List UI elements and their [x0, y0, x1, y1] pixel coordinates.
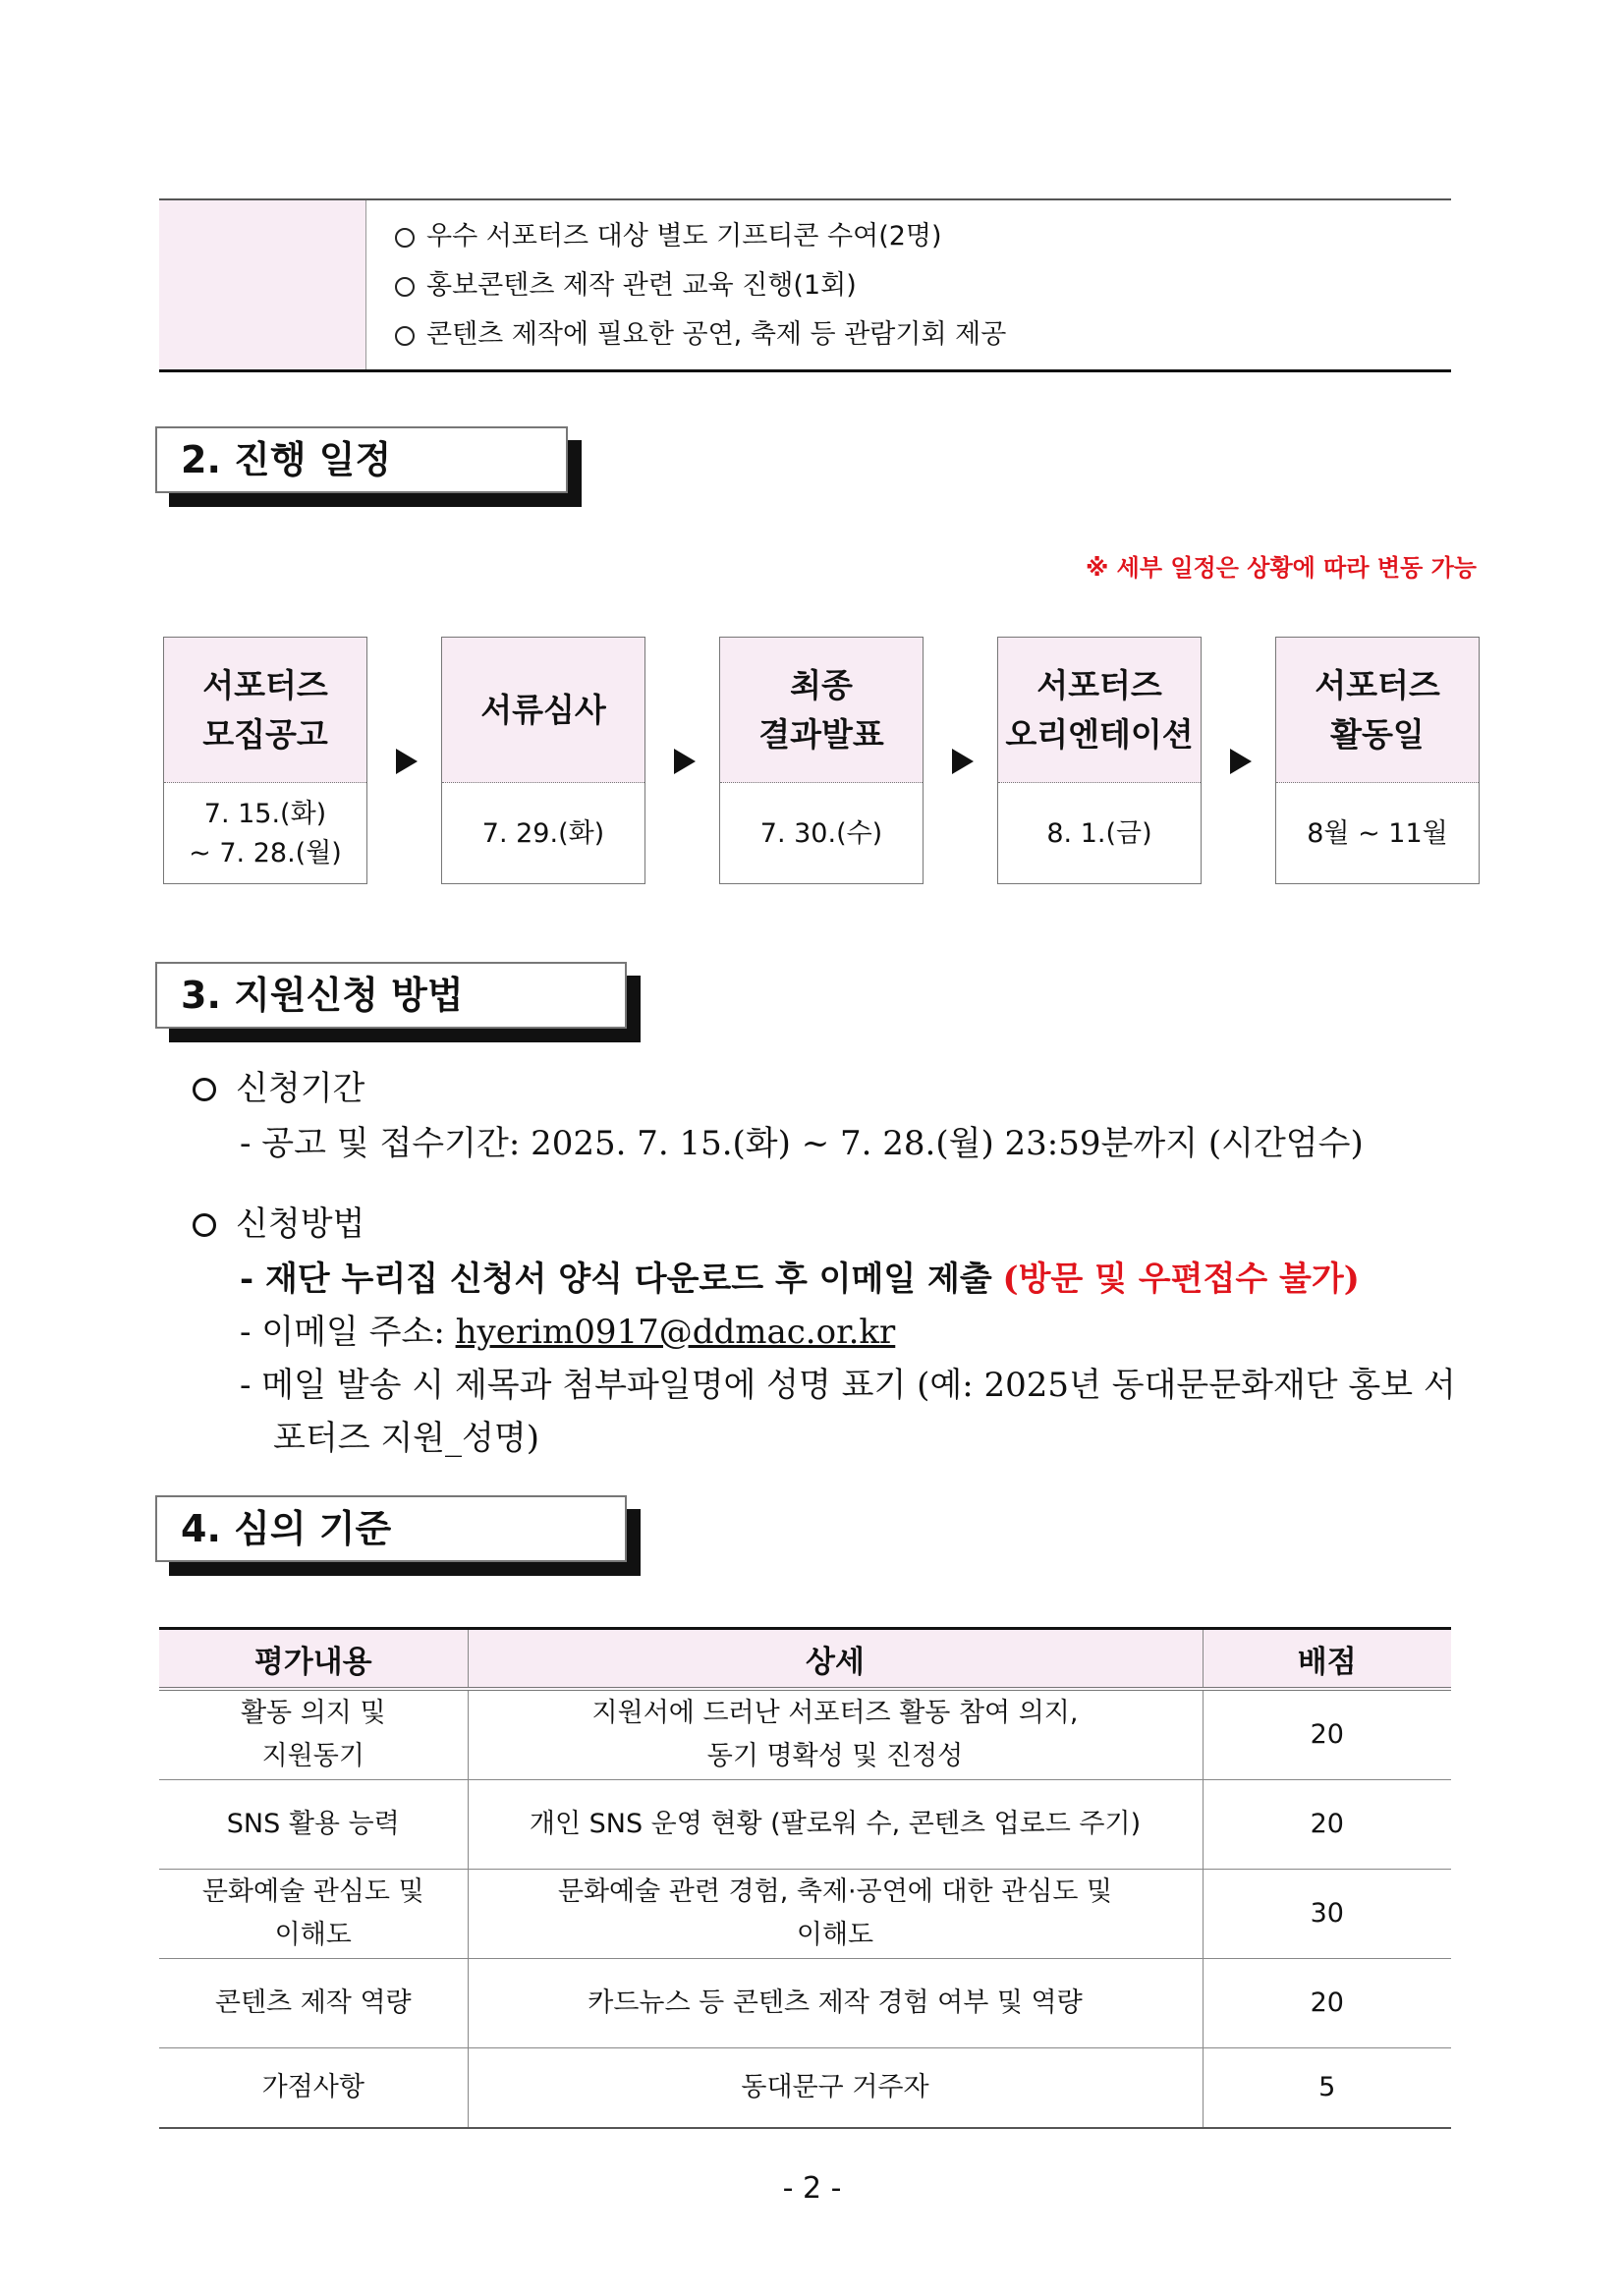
method-heading: 신청방법: [193, 1197, 364, 1245]
benefits-table-label-cell: [159, 200, 366, 369]
filename-line: - 메일 발송 시 제목과 첨부파일명에 성명 표기 (예: 2025년 동대문문화재단 홍보 서: [240, 1366, 1456, 1405]
section-3-title: 3. 지원신청 방법: [155, 962, 627, 1029]
benefits-table: [159, 198, 1451, 372]
header-score: 배점: [1203, 1629, 1451, 1690]
criteria-table: [159, 1627, 1451, 2129]
section-4-title: 4. 심의 기준: [155, 1495, 627, 1562]
table-row: [159, 1870, 1451, 1959]
step-title: 서포터즈 오리엔테이션: [998, 638, 1201, 783]
step-title: 서포터즈 모집공고: [164, 638, 366, 783]
email-line: - 이메일 주소: hyerim0917@ddmac.or.kr: [240, 1313, 896, 1352]
table-row: [159, 2048, 1451, 2128]
table-row: [159, 1780, 1451, 1870]
filename-line-cont: 포터즈 지원_성명): [273, 1419, 539, 1458]
criteria-item: SNS 활용 능력: [159, 1780, 468, 1870]
schedule-step: [163, 637, 367, 884]
criteria-detail: 지원서에 드러난 서포터즈 활동 참여 의지, 동기 명확성 및 진정성: [468, 1689, 1203, 1780]
circle-bullet-icon: [395, 277, 415, 297]
arrow-right-icon: [952, 749, 974, 774]
circle-bullet-icon: [193, 1213, 216, 1237]
criteria-item: 콘텐츠 제작 역량: [159, 1959, 468, 2048]
circle-bullet-icon: [193, 1078, 216, 1101]
step-title: 서류심사: [442, 638, 644, 783]
criteria-score: 5: [1203, 2048, 1451, 2128]
circle-bullet-icon: [395, 228, 415, 248]
step-date: 7. 15.(화) ~ 7. 28.(월): [189, 798, 342, 868]
schedule-step: [1275, 637, 1480, 884]
table-row: [159, 1959, 1451, 2048]
email-link[interactable]: hyerim0917@ddmac.or.kr: [455, 1313, 896, 1352]
section-2-header: [155, 426, 568, 493]
criteria-score: 20: [1203, 1780, 1451, 1870]
arrow-right-icon: [1230, 749, 1252, 774]
arrow-right-icon: [396, 749, 418, 774]
section-3-header: [155, 962, 627, 1029]
criteria-score: 30: [1203, 1870, 1451, 1959]
schedule-step: [719, 637, 924, 884]
step-title: 서포터즈 활동일: [1276, 638, 1479, 783]
step-date: 8. 1.(금): [1046, 817, 1152, 849]
table-header-row: [159, 1629, 1451, 1690]
criteria-score: 20: [1203, 1689, 1451, 1780]
period-line: - 공고 및 접수기간: 2025. 7. 15.(화) ~ 7. 28.(월) 23:59분까지 (시간엄수): [240, 1124, 1364, 1163]
step-date: 8월 ~ 11월: [1307, 817, 1448, 849]
criteria-detail: 문화예술 관련 경험, 축제·공연에 대한 관심도 및 이해도: [468, 1870, 1203, 1959]
header-detail: 상세: [468, 1629, 1203, 1690]
schedule-step: [441, 637, 645, 884]
no-visit-notice: (방문 및 우편접수 불가): [1002, 1260, 1360, 1299]
benefit-item: 콘텐츠 제작에 필요한 공연, 축제 등 관람기회 제공: [395, 310, 1006, 360]
criteria-item: 활동 의지 및 지원동기: [159, 1689, 468, 1780]
schedule-step: [997, 637, 1202, 884]
criteria-detail: 개인 SNS 운영 현황 (팔로워 수, 콘텐츠 업로드 주기): [468, 1780, 1203, 1870]
section-2-title: 2. 진행 일정: [155, 426, 568, 493]
method-line-submission: - 재단 누리집 신청서 양식 다운로드 후 이메일 제출 (방문 및 우편접수 불가): [240, 1260, 1360, 1299]
section-4-header: [155, 1495, 627, 1562]
benefit-item: 우수 서포터즈 대상 별도 기프티콘 수여(2명): [395, 212, 1006, 261]
step-date: 7. 30.(수): [759, 817, 883, 849]
arrow-right-icon: [674, 749, 696, 774]
benefit-item: 홍보콘텐츠 제작 관련 교육 진행(1회): [395, 261, 1006, 310]
page-number: - 2 -: [782, 2171, 842, 2206]
period-heading: 신청기간: [193, 1061, 364, 1109]
criteria-detail: 카드뉴스 등 콘텐츠 제작 경험 여부 및 역량: [468, 1959, 1203, 2048]
criteria-item: 문화예술 관심도 및 이해도: [159, 1870, 468, 1959]
criteria-detail: 동대문구 거주자: [468, 2048, 1203, 2128]
table-row: [159, 1689, 1451, 1780]
criteria-item: 가점사항: [159, 2048, 468, 2128]
schedule-note: ※ 세부 일정은 상황에 따라 변동 가능: [1085, 554, 1477, 582]
benefits-list: [395, 212, 1006, 360]
circle-bullet-icon: [395, 326, 415, 346]
step-title: 최종 결과발표: [720, 638, 923, 783]
criteria-score: 20: [1203, 1959, 1451, 2048]
header-evaluation: 평가내용: [159, 1629, 468, 1690]
step-date: 7. 29.(화): [481, 817, 605, 849]
